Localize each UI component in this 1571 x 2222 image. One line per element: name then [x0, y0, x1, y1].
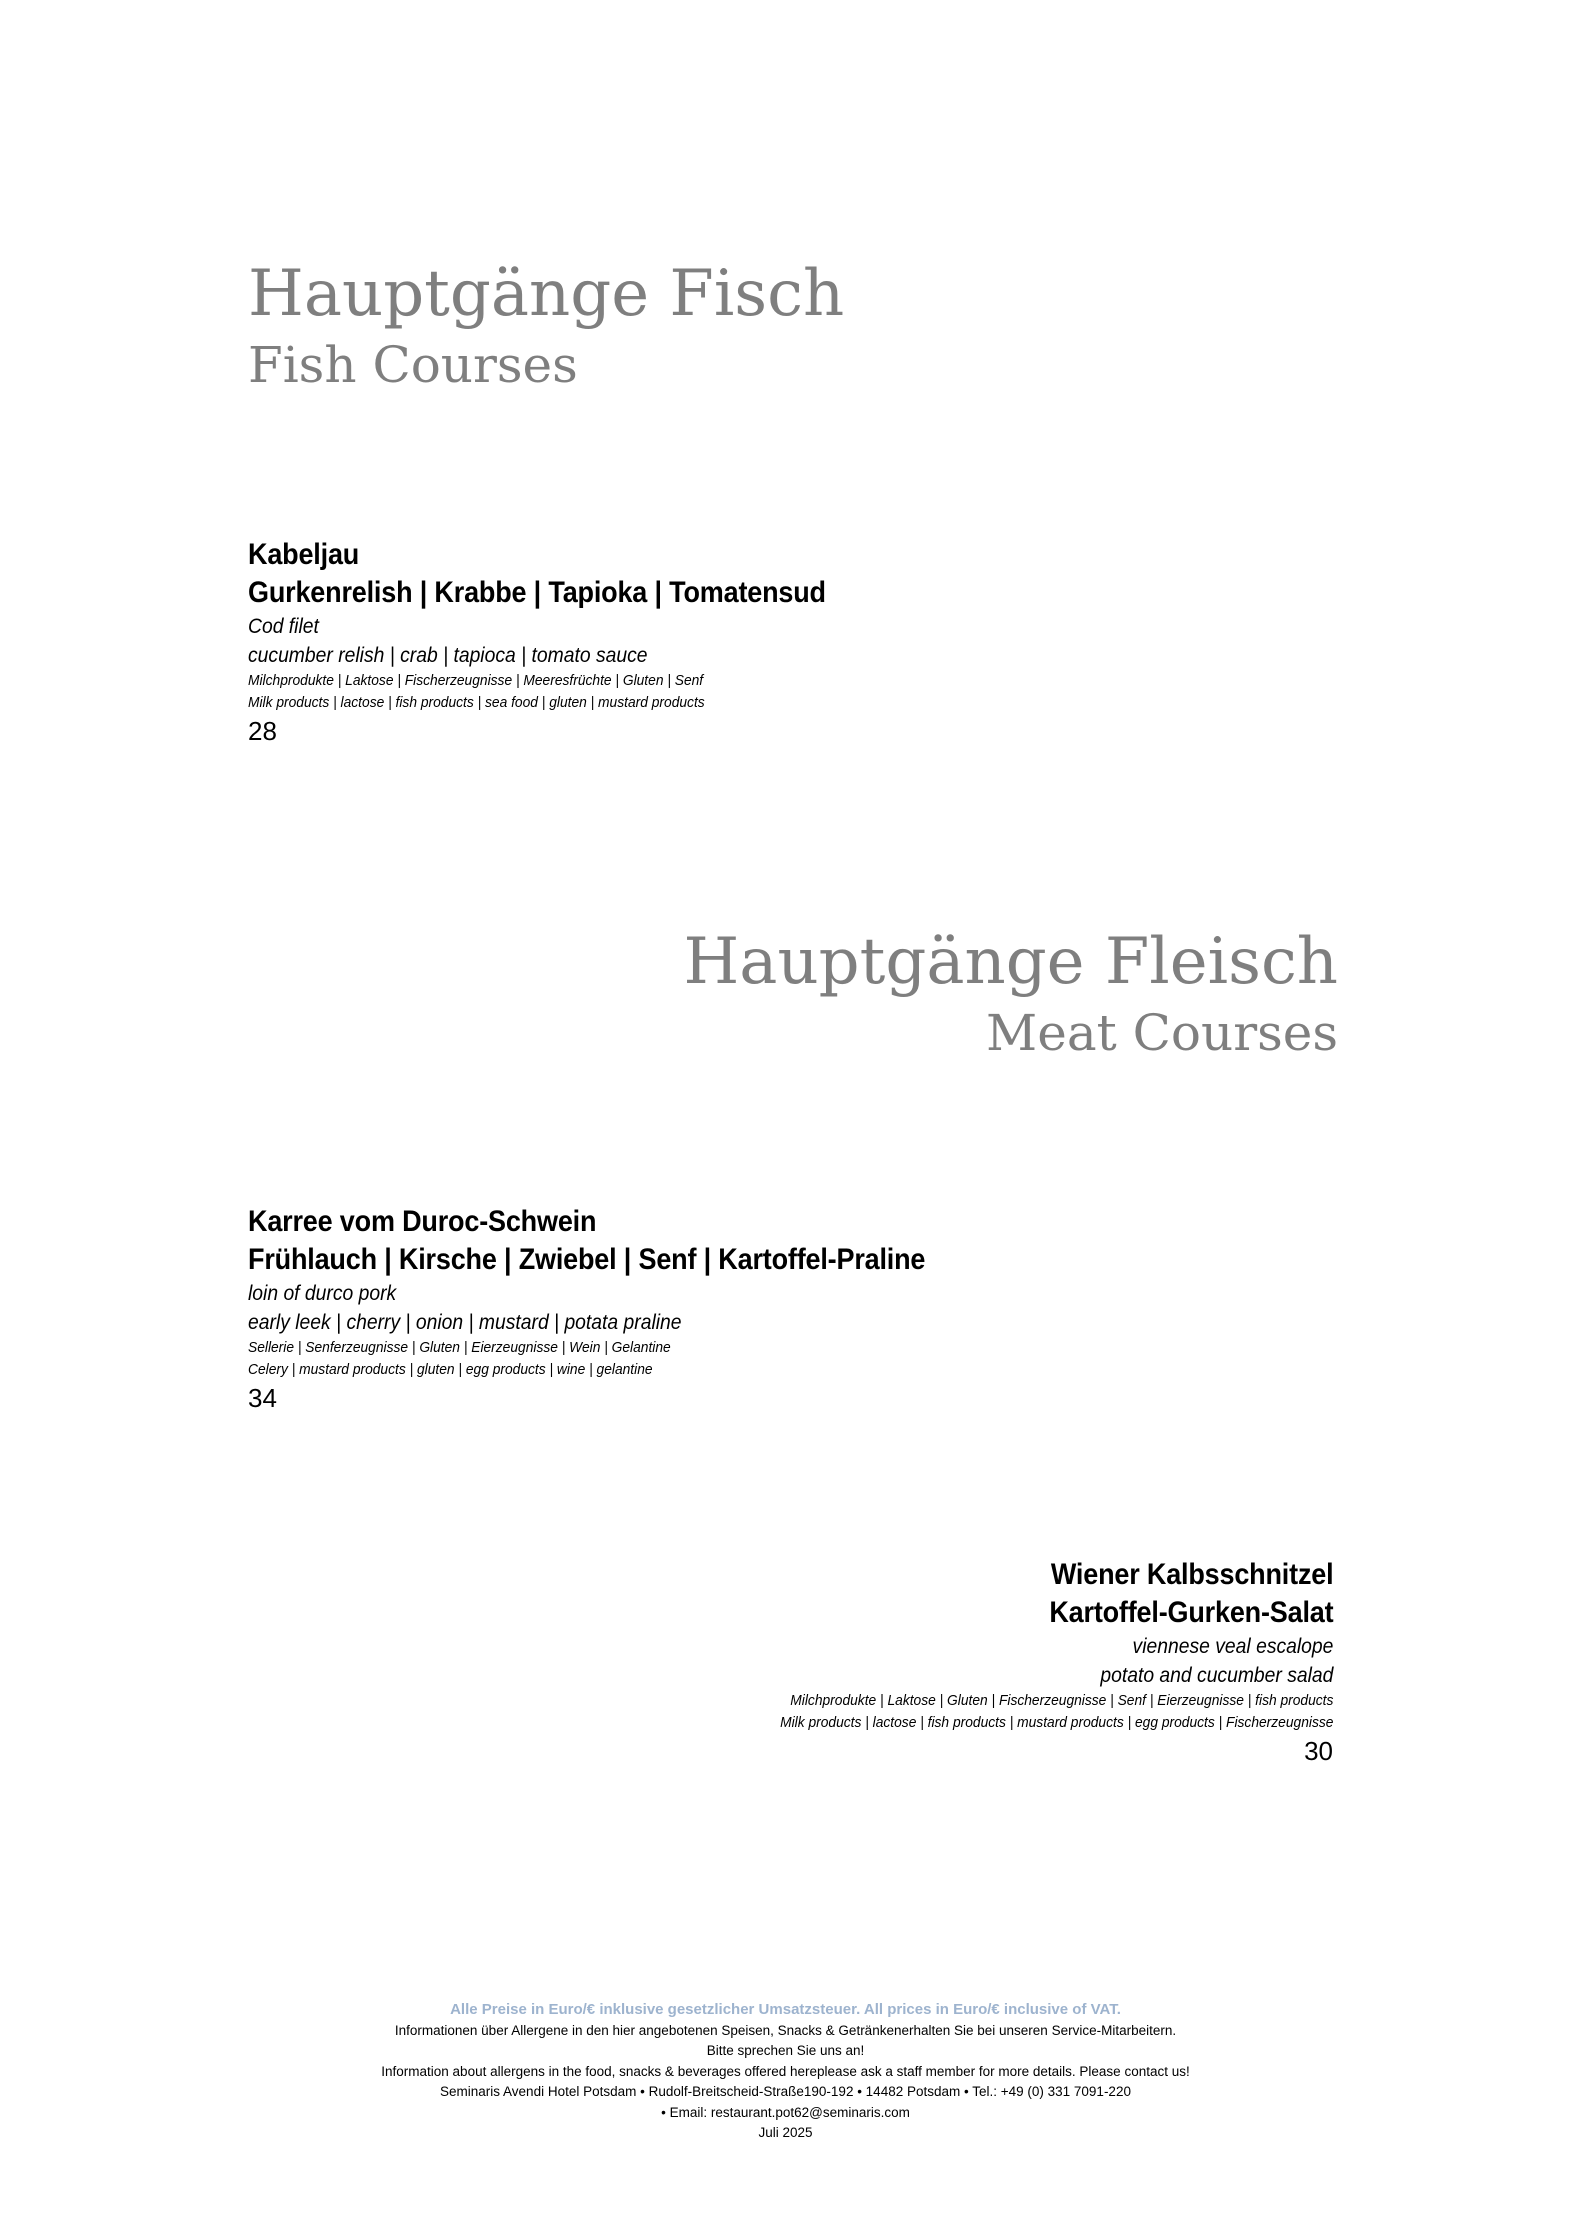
footer — [0, 2000, 1571, 2144]
menu-date: Juli 2025 — [758, 2125, 813, 2140]
allergens-de: Milchprodukte | Laktose | Gluten | Fischerzeugnisse | Senf | Eierzeugnisse | fish products — [789, 1692, 1333, 1709]
meat-title-en: Meat Courses — [986, 1004, 1338, 1062]
vat-notice: Alle Preise in Euro/€ inklusive gesetzlicher Umsatzsteuer. All prices in Euro/€ inclusive of VAT. — [450, 2001, 1121, 2018]
fish-dish-cod — [248, 536, 890, 748]
meat-title-de: Hauptgänge Fleisch — [683, 925, 1338, 999]
dish-garnish-en: cucumber relish | crab | tapioca | tomato sauce — [248, 644, 648, 667]
dish-price: 34 — [248, 1383, 277, 1413]
allergen-contact-de: Bitte sprechen Sie uns an! — [706, 2043, 865, 2058]
fish-title-en: Fish Courses — [248, 336, 578, 394]
allergens-de: Milchprodukte | Laktose | Fischerzeugnisse | Meeresfrüchte | Gluten | Senf — [248, 672, 704, 689]
allergens-de: Sellerie | Senferzeugnisse | Gluten | Eierzeugnisse | Wein | Gelantine — [248, 1339, 671, 1356]
allergens-en: Milk products | lactose | fish products | sea food | gluten | mustard products — [248, 694, 705, 711]
dish-name: Wiener Kalbsschnitzel — [1050, 1558, 1333, 1591]
dish-garnish: Kartoffel-Gurken-Salat — [1048, 1596, 1333, 1629]
dish-name-en: viennese veal escalope — [1132, 1635, 1333, 1658]
dish-garnish-en: early leek | cherry | onion | mustard | potata praline — [248, 1311, 682, 1334]
dish-garnish: Frühlauch | Kirsche | Zwiebel | Senf | Kartoffel-Praline — [248, 1243, 926, 1276]
dish-garnish: Gurkenrelish | Krabbe | Tapioka | Tomatensud — [248, 576, 826, 609]
meat-dish-pork — [248, 1203, 1001, 1415]
hotel-email: • Email: restaurant.pot62@seminaris.com — [661, 2104, 910, 2120]
fish-title-de: Hauptgänge Fisch — [248, 257, 845, 331]
dish-price: 28 — [248, 716, 277, 746]
dish-name-en: Cod filet — [248, 615, 319, 638]
dish-name: Karree vom Duroc-Schwein — [248, 1205, 597, 1238]
hotel-address: Seminaris Avendi Hotel Potsdam • Rudolf-Breitscheid-Straße190-192 • 14482 Potsdam • Tel.: +49 (0) 331 7091-220 — [440, 2084, 1131, 2099]
allergen-info-en: Information about allergens in the food, snacks & beverages offered hereplease ask a staff member for more details. Please contact us! — [381, 2063, 1190, 2079]
meat-dish-schnitzel — [732, 1556, 1333, 1768]
allergen-info-de: Informationen über Allergene in den hier angebotenen Speisen, Snacks & Getränkenerhalten Sie bei unseren Service-Mitarbeitern. — [394, 2022, 1177, 2038]
dish-name: Kabeljau — [248, 538, 360, 571]
dish-price: 30 — [1304, 1736, 1333, 1766]
dish-name-en: loin of durco pork — [248, 1282, 397, 1305]
dish-garnish-en: potato and cucumber salad — [1099, 1664, 1333, 1687]
allergens-en: Celery | mustard products | gluten | egg products | wine | gelantine — [248, 1361, 653, 1378]
allergens-en: Milk products | lactose | fish products | mustard products | egg products | Fischerzeugnisse — [779, 1714, 1333, 1731]
